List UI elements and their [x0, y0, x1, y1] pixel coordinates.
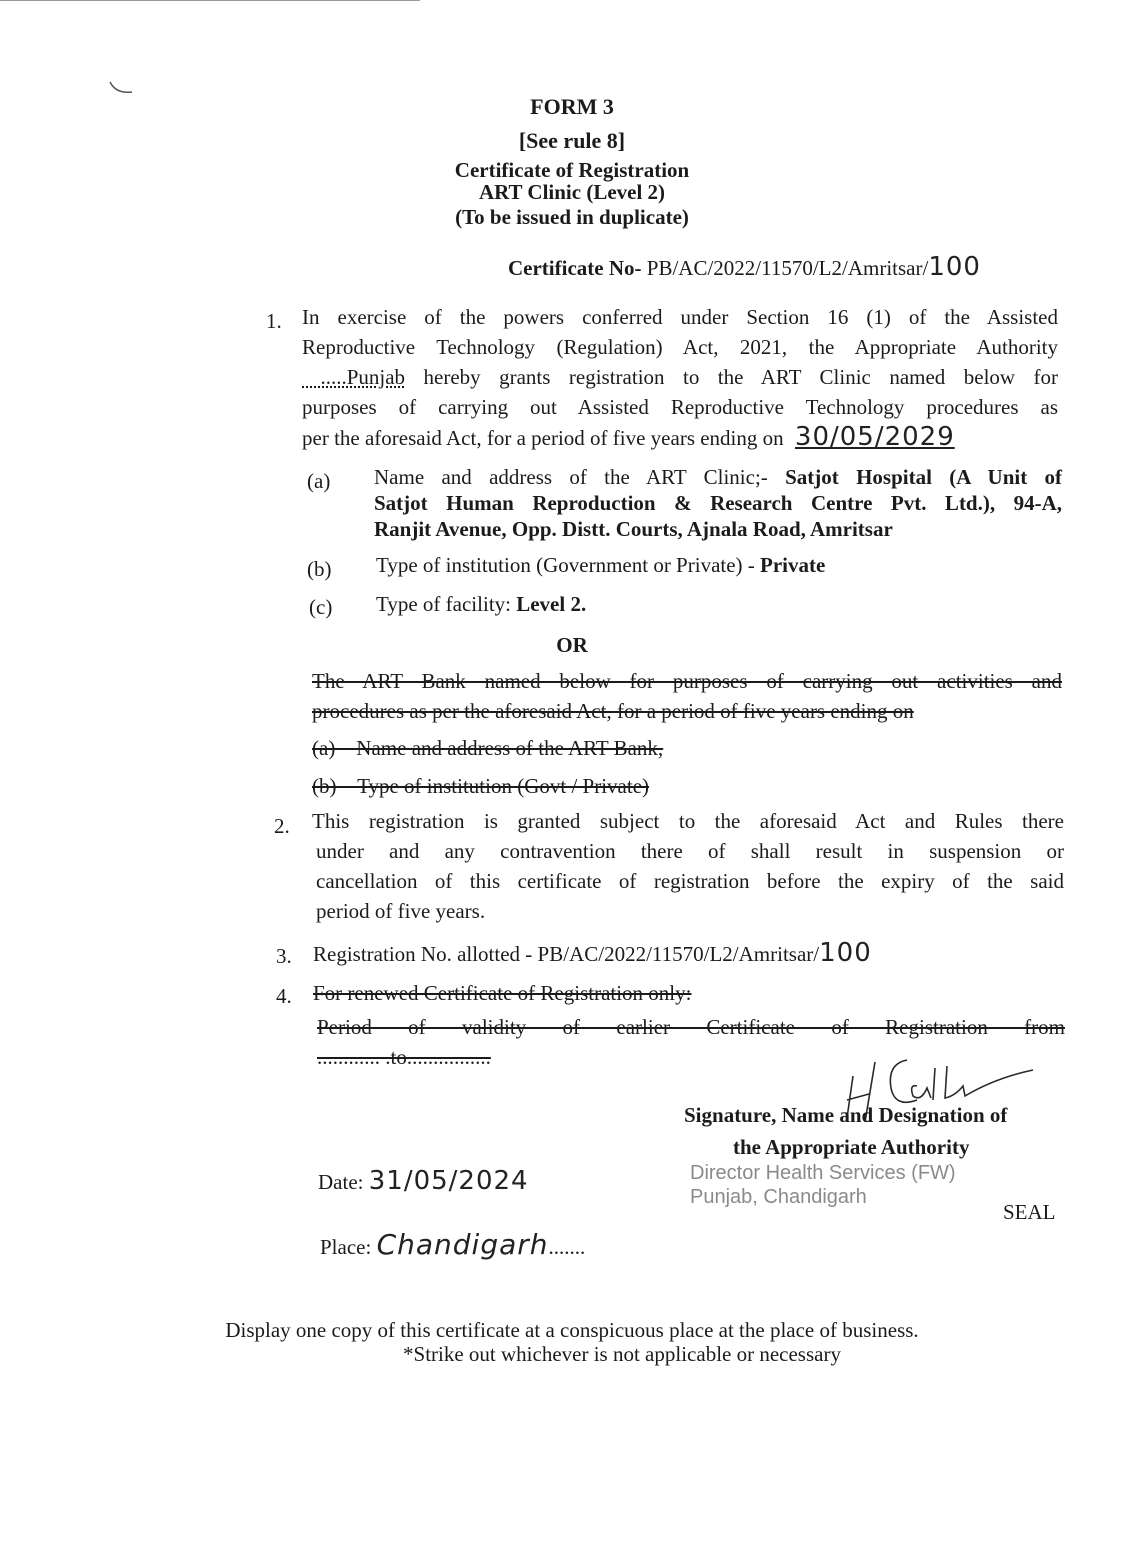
sub-item-a: [374, 464, 1062, 542]
place-handwritten: Chandigarh: [376, 1228, 549, 1261]
clinic-address: Ranjit Avenue, Opp. Distt. Courts, Ajnala Road, Amritsar: [374, 517, 893, 541]
place-dots: .......: [548, 1235, 586, 1259]
paragraph-1: [302, 302, 1058, 453]
place-field: [320, 1228, 585, 1261]
item-number-3: 3.: [276, 944, 292, 968]
strike-out-note: *Strike out whichever is not applicable or necessary: [403, 1342, 841, 1366]
official-stamp-line-2: Punjab, Chandigarh: [690, 1186, 867, 1208]
certificate-number-label: Certificate No-: [508, 256, 642, 280]
paragraph-1-line-3-text: hereby grants registration to the ART Clinic named below for: [423, 365, 1059, 389]
registration-number-label: Registration No. allotted -: [313, 942, 533, 966]
sub-item-c-label: (c): [309, 595, 333, 619]
renewal-heading: For renewed Certificate of Registration only:: [313, 981, 692, 1005]
rule-reference: [See rule 8]: [518, 128, 626, 153]
certificate-number-value: PB/AC/2022/11570/L2/Amritsar/: [646, 256, 929, 280]
art-bank-item-a: (a) Name and address of the ART Bank,: [312, 736, 664, 760]
form-number: FORM 3: [530, 94, 614, 119]
renewal-validity-range: ............ .to................: [317, 1045, 491, 1069]
sub-item-b: [376, 552, 825, 578]
sub-item-c-text: Type of facility:: [376, 592, 511, 616]
institution-type-value: Private: [760, 553, 826, 577]
art-bank-line-1: The ART Bank named below for purposes of carrying out activities and: [312, 669, 1062, 693]
sub-item-a-label: (a): [307, 469, 331, 493]
paragraph-1-line-5-text: per the aforesaid Act, for a period of five years ending on: [302, 426, 784, 450]
art-bank-line-2: procedures as per the aforesaid Act, for a period of five years ending on: [312, 699, 914, 723]
registration-number-value: PB/AC/2022/11570/L2/Amritsar/: [537, 942, 820, 966]
registration-number-handwritten: 100: [819, 938, 872, 968]
seal-label: SEAL: [1003, 1200, 1056, 1224]
duplicate-note: (To be issued in duplicate): [455, 205, 689, 229]
paragraph-2-line-1: This registration is granted subject to the aforesaid Act and Rules there: [312, 809, 1064, 833]
paragraph-1-line-1: In exercise of the powers conferred under Section 16 (1) of the Assisted: [302, 305, 1058, 329]
authority-name: .....Punjab: [302, 365, 406, 389]
paragraph-1-line-4: purposes of carrying out Assisted Reproductive Technology procedures as: [302, 395, 1058, 419]
paragraph-2-line-2: under and any contravention there of shall result in suspension or: [316, 839, 1064, 863]
registration-number: [313, 940, 872, 967]
date-handwritten: 31/05/2024: [368, 1166, 529, 1196]
place-label: Place:: [320, 1235, 372, 1259]
item-number-4: 4.: [276, 984, 292, 1008]
end-date-handwritten: 30/05/2029: [794, 422, 955, 452]
paragraph-1-line-3: [302, 362, 1058, 392]
or-separator: OR: [556, 633, 588, 657]
date-field: [318, 1166, 529, 1196]
paragraph-1-line-5: [302, 422, 1058, 453]
certificate-title: Certificate of Registration: [454, 158, 690, 182]
official-stamp-line-1: Director Health Services (FW): [690, 1162, 956, 1184]
sub-item-b-label: (b): [307, 557, 332, 581]
clinic-name-line-1: Satjot Hospital (A Unit of: [785, 465, 1063, 489]
date-label: Date:: [318, 1170, 364, 1194]
certificate-number: [508, 252, 981, 282]
signature-designation-line-2: the Appropriate Authority: [733, 1135, 970, 1159]
paragraph-2: [312, 806, 1064, 926]
art-bank-block: [312, 666, 1062, 726]
sub-item-b-text: Type of institution (Government or Private) -: [376, 553, 755, 577]
paragraph-2-line-4: period of five years.: [316, 899, 486, 923]
paragraph-1-line-2: Reproductive Technology (Regulation) Act, 2021, the Appropriate Authority: [302, 335, 1058, 359]
paragraph-2-line-3: cancellation of this certificate of registration before the expiry of the said: [316, 869, 1064, 893]
display-instruction: Display one copy of this certificate at a conspicuous place at the place of business.: [225, 1318, 919, 1342]
facility-type-value: Level 2.: [516, 592, 587, 616]
scan-edge-line: [0, 0, 420, 1]
renewal-validity-line: Period of validity of earlier Certificate of Registration from: [317, 1015, 1065, 1039]
certificate-number-handwritten: 100: [928, 252, 981, 282]
sub-item-c: [376, 591, 586, 617]
item-number-1: 1.: [266, 309, 282, 333]
clinic-level-title: ART Clinic (Level 2): [478, 180, 666, 204]
clinic-name-line-2: Satjot Human Reproduction & Research Centre Pvt. Ltd.), 94-A,: [374, 491, 1062, 515]
sub-item-a-text: Name and address of the ART Clinic;-: [374, 465, 768, 489]
item-number-2: 2.: [274, 814, 290, 838]
signature-designation-line-1: Signature, Name and Designation of: [684, 1103, 1008, 1127]
art-bank-item-b: (b) Type of institution (Govt / Private): [312, 774, 650, 798]
